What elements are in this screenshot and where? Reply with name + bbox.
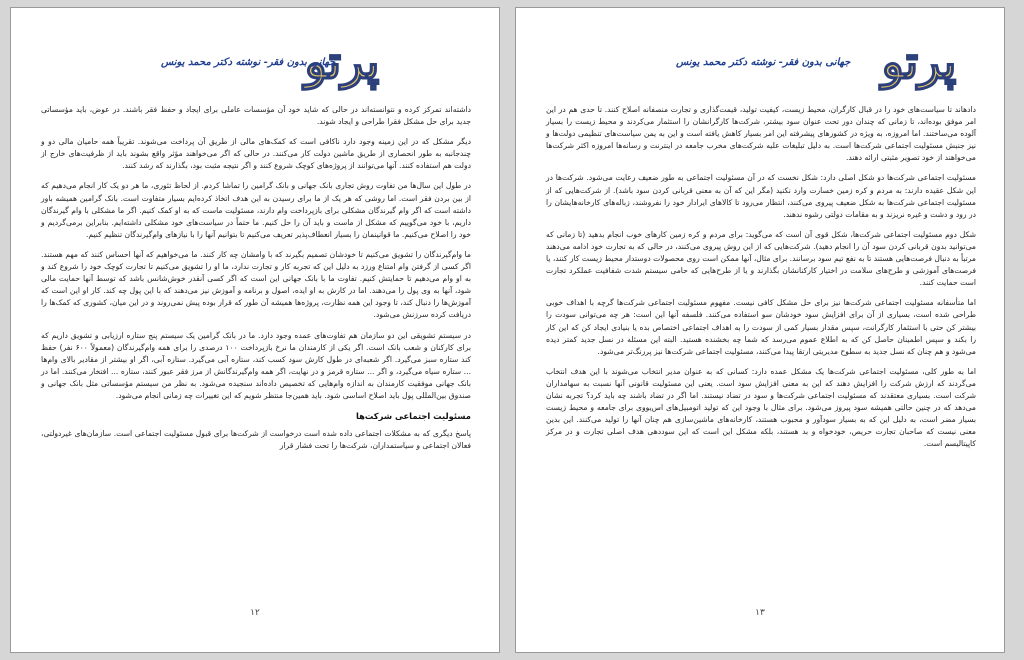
paragraph: داشته‌اند تمرکز کرده و نتوانسته‌اند در حالی که شاید خود آن مؤسسات عاملی برای ایجاد و حفظ فقر باشند. در عوض، باید مؤسساتی جدید برای حل مشکل فقرا طراحی و ایجاد شوند. bbox=[41, 105, 471, 127]
book-page-right bbox=[515, 7, 1005, 653]
paragraph: در سیستم تشویقی این دو سازمان هم تفاوت‌های عمده وجود دارد. ما در بانک گرامین یک سیستم پنج ستاره ارزیابی و تشویق داریم که برای کارکنان و شعب بانک است. اگر یکی از کارمندان ما نرخ بازپرداخت ۱۰۰ درصدی را برای همه وام‌گیرندگان (معمولاً ۶۰۰ نفر) حفظ کند ستاره سبز می‌گیرد. اگر شعبه‌ای در طول کارش سود کسب کند، ستاره آبی می‌گیرد. ستاره آبی، اگر او بیشتر از مقادیر بالای وام‌ها ... ستاره سیاه می‌گیرد، و اگر ... ستاره قرمز و در نهایت، اگر همه وام‌گیرندگانش از مرز فقر عبور کنند، ستاره ... افتخار می‌کنند. اما در بانک جهانی موفقیت کارمندان به اندازه وام‌هایی که تخصیص داده‌اند سنجیده می‌شود. به نظر من سیستم مؤسساتی مثل بانک جهانی و صندوق بین‌المللی پول باید اصلاح اساسی شود. باید همین‌جا منتظر شویم که این تغییرات چه زمانی انجام می‌شود. bbox=[41, 330, 471, 400]
paragraph: ما وام‌گیرندگان را تشویق می‌کنیم تا خودشان تصمیم بگیرند که با وامشان چه کار کنند. ما می‌خواهیم که آنها احساس کنند که مهم هستند. اگر کسی از گرفتن وام امتناع ورزد به دلیل این که تجربه کار و تجارت ندارد، ما او را تشویق می‌کنیم تا تجارت کوچک خود را شروع کند و به او وام می‌دهیم تا حمایتش کنیم. تفاوت ما با بانک جهانی این است که اگر کسی آنقدر خوش‌شانس باشد که توسط آنها حمایت مالی شود، آنها به وی پول را می‌دهند. اما در کارش به او ایده، اصول و برنامه و آموزش نیز می‌دهند که با این پول چه کند. کار او این است که آموزش‌ها را دنبال کند، تا وجود این همه نظارت، پروژه‌ها همیشه آن طور که قرار بوده پیش نمی‌روند و در این میان، کشوری که کمک‌ها را دریافت کرده سرزنش می‌شود. bbox=[41, 249, 471, 320]
paragraph: اما به طور کلی، مسئولیت اجتماعی شرکت‌ها یک مشکل عمده دارد: کسانی که به عنوان مدیر انتخاب می‌شوند با این هدف انتخاب می‌گردند که ارزش شرکت را افزایش دهند که این به معنی افزایش سود است. یعنی این مسئولیت قانونی آنها نسبت به سهامداران شرکت است. بسیاری معتقدند که مسئولیت اجتماعی شرکت‌ها و سود در تضاد نیستند. اما اگر در تضاد باشند چه باید کرد؟ تجربه نشان می‌دهد که در چنین حالتی همیشه سود پیروز می‌شود. برای مثال با وجود این که تولید اتومبیل‌های اس‌یو‌وی برای جامعه و محیط زیست بسیار مضر است، به دلیل این که به بسیار سودآور و محبوب هستند، کارخانه‌های ماشین‌سازی هم چنان آنها را تولید می‌کنند. این بدین معنی نیست که صاحبان تجارت حریص، خودخواه و بد هستند، بلکه مشکل این است که این سوددهی هدف اصلی تجارت و در مرکز کاپیتالیسم است. bbox=[546, 366, 976, 449]
running-title: جهانی بدون فقر- نوشته دکتر محمد یونس bbox=[161, 57, 336, 68]
paragraph: دیگر مشکل که در این زمینه وجود دارد ناکافی است که کمک‌های مالی از طریق آن پرداخت می‌شوند. تقریباً همه حامیان مالی دو و چندجانبه به طور انحصاری از طریق ماشین دولت کار می‌کنند. در حالی که اگر می‌خواهند مؤثر واقع بشوند باید از ظرفیت‌های خارج از دولت هم استفاده کنند. آنها می‌توانند از پروژه‌های کوچک شروع کنند و اگر نتیجه مثبت بود، بگذارند که رشد کنند. bbox=[41, 137, 471, 171]
page-number: ۱۲ bbox=[250, 608, 260, 618]
logo-letters: پرتو bbox=[304, 35, 380, 89]
paragraph: اما متأسفانه مسئولیت اجتماعی شرکت‌ها نیز برای حل مشکل کافی نیست. مفهوم مسئولیت اجتماعی شرکت‌ها گرچه با اهداف خوبی طراحی شده است، بسیاری از آن برای افزایش سود خودشان سو استفاده می‌کنند. فلسفه آنها این است: هر چه می‌توانی سودت را بیشتر کن حتی با استثمار کارگرانت، سپس مقدار بسیار کمی از سودت را به اهداف اجتماعی اختصاص بده یا بنیادی ایجاد کن که این کار را بکند و سپس اطمینان حاصل کن که به اطلاع عموم می‌رسد که شما چه بخشنده هستید. البته این مسئله در نسل جدید کمتر دیده می‌شود و هم چنان که نسل جدید به سطوح مدیریتی ارتقا پیدا می‌کنند، مسئولیت اجتماعی شرکت‌ها نیز پررنگ‌تر می‌شود. bbox=[546, 298, 976, 356]
page-number: ۱۳ bbox=[755, 608, 765, 618]
paragraph: دادهاند تا سیاست‌های خود را در قبال کارگران، محیط زیست، کیفیت تولید، قیمت‌گذاری و تجارت منصفانه اصلاح کنند. تا حدی هم در این امر موفق بوده‌اند، تا زمانی که چندان دور تحت عنوان سود بیشتر، شرکت‌ها کارگرانشان را استثمار می‌کردند و محیط زیست را بسیار آلوده می‌ساختند. اما امروزه، به ویژه در کشورهای پیشرفته این امر بسیار کاهش یافته است و این به یمن سیاست‌های تنظیمی دولت‌ها و نیز جنبش مسئولیت اجتماعی شرکت‌ها است. به دلیل تبلیغات علیه شرکت‌های مخرب جامعه در اینترنت و رسانه‌ها امروزه اکثر شرکت‌ها می‌خواهند از خود تصویر مثبتی ارائه دهند. bbox=[546, 105, 976, 163]
section-heading: مسئولیت اجتماعی شرکت‌ها bbox=[355, 411, 471, 422]
paragraph: در طول این سال‌ها من تفاوت روش تجاری بانک جهانی و بانک گرامین را تماشا کردم. از لحاظ تئوری، ما هر دو یک کار انجام می‌دهیم که از بین بردن فقر است. اما روشی که هر یک از ما برای رسیدن به این هدف اتخاذ کرده‌ایم بسیار متفاوت است. بانک گرامین همیشه باور داشته است که اگر وام گیرندگان مشکلی برای بازپرداخت وام دارند، مسئولیت ماست که به او کمک کنیم. اگر ما مشکلی با وام گیرندگان داریم، با خود می‌گوییم که مشکل از ماست و باید آن را حل کنیم. ما حتماً در سیاست‌های خود مشکلی داشته‌ایم. بنابراین برمی‌گردیم و خود را اصلاح می‌کنیم. ما قوانینمان را بسیار انعطاف‌پذیر تعریف می‌کنیم تا بتوانیم آنها را با نیازهای وام‌گیرندگان تنظیم کنیم. bbox=[41, 181, 471, 239]
page-body bbox=[41, 104, 471, 460]
running-title: جهانی بدون فقر- نوشته دکتر محمد یونس bbox=[676, 57, 851, 68]
publisher-logo bbox=[873, 30, 965, 98]
logo-letters: پرتو bbox=[881, 35, 957, 89]
page-header bbox=[11, 30, 499, 100]
page-body bbox=[546, 104, 976, 458]
page-header bbox=[516, 30, 1004, 100]
paragraph: پاسخ دیگری که به مشکلات اجتماعی داده شده است درخواست از شرکت‌ها برای قبول مسئولیت اجتماعی است. سازمان‌های غیردولتی، فعالان اجتماعی و سیاستمداران، شرکت‌ها را تحت فشار قرار bbox=[41, 429, 471, 451]
paragraph: مسئولیت اجتماعی شرکت‌ها دو شکل اصلی دارد: شکل نخست که در آن مسئولیت اجتماعی به طور ضعیف رعایت می‌شود. شرکت‌ها در این شکل عقیده دارند: به مردم و کره زمین خسارت وارد نکنید (مگر این که آن به معنی قربانی کردن سود باشد). از شرکت‌هایی که از مسئولیت اجتماعی شرکت‌ها به شکل ضعیف پیروی می‌کنند، انتظار می‌رود تا کالاهای ایرادار خود را نفروشند، زباله‌های کارخانه‌هایشان را در رود و دشت و غیره نریزند و به مقامات دولتی رشوه ندهند. bbox=[546, 173, 976, 219]
book-page-left bbox=[10, 7, 500, 653]
paragraph: شکل دوم مسئولیت اجتماعی شرکت‌ها، شکل قوی آن است که می‌گوید: برای مردم و کره زمین کارهای خوب انجام بدهید (تا زمانی که می‌توانید بدون قربانی کردن سود آن را انجام دهید). شرکت‌هایی که از این روش پیروی می‌کنند، در حالی که به تجارت خود ادامه می‌دهند مرتباً به دنبال فرصت‌هایی هستند تا به نفع تیم سود برسانند. برای مثال، آنها ممکن است روی محصولات دوستدار محیط زیست کار کنند، یا فرصت‌های آموزشی و طرح‌های سلامت در اختیار کارکنانشان بگذارند و یا از طرح‌هایی که حامی سیستم شدت شفافیت عملکرد تجارت است حمایت کنند. bbox=[546, 229, 976, 288]
